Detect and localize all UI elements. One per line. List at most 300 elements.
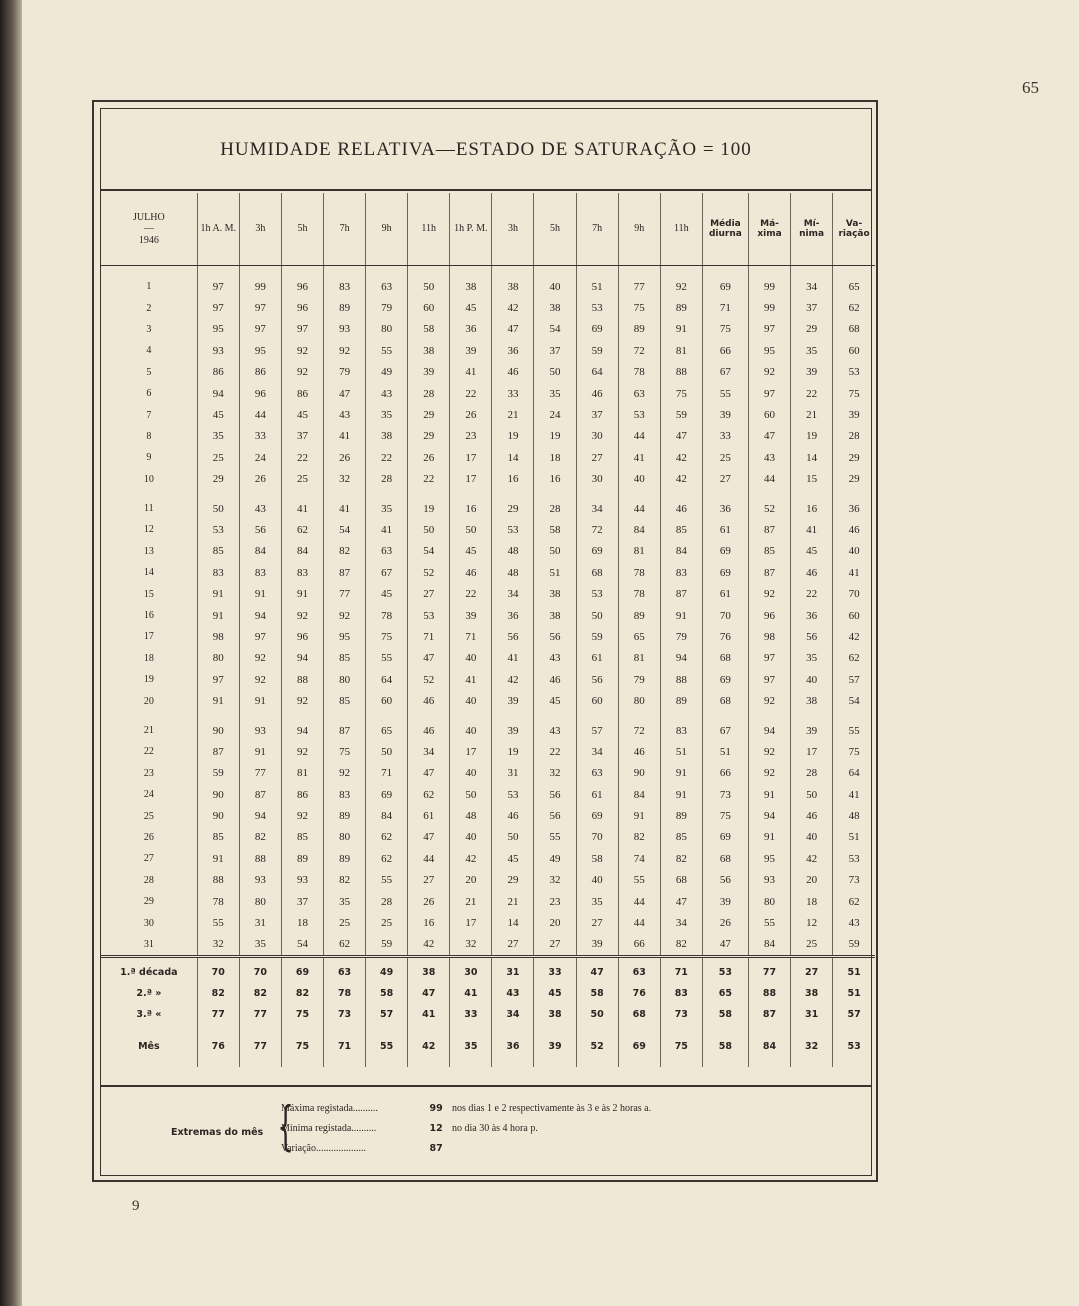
day-cell: 58 (408, 319, 450, 340)
day-cell: 29 (492, 490, 534, 519)
day-cell: 75 (702, 805, 748, 826)
day-cell: 59 (833, 934, 875, 957)
day-cell: 82 (660, 934, 702, 957)
day-cell: 60 (576, 690, 618, 711)
day-cell: 97 (748, 648, 790, 669)
day-cell: 34 (791, 266, 833, 298)
day-row (101, 626, 875, 647)
day-row (101, 362, 875, 383)
day-cell: 45 (534, 690, 576, 711)
day-cell: 56 (534, 805, 576, 826)
day-cell: 61 (408, 805, 450, 826)
day-cell: 19 (408, 490, 450, 519)
day-cell: 83 (281, 562, 323, 583)
day-cell: 25 (791, 934, 833, 957)
day-cell: 39 (408, 362, 450, 383)
day-number: 28 (143, 874, 154, 886)
day-cell: 77 (239, 763, 281, 784)
day-cell: 50 (534, 541, 576, 562)
day-cell: 16 (408, 912, 450, 933)
summary-cell: 39 (534, 1025, 576, 1067)
day-cell: 31 (239, 912, 281, 933)
summary-cell: 47 (408, 983, 450, 1004)
day-cell: 61 (702, 519, 748, 540)
day-cell: 42 (450, 848, 492, 869)
day-cell: 68 (702, 690, 748, 711)
day-cell: 91 (197, 848, 239, 869)
day-cell: 56 (534, 626, 576, 647)
day-cell: 41 (366, 519, 408, 540)
day-cell: 61 (576, 648, 618, 669)
day-cell: 92 (748, 690, 790, 711)
day-cell: 28 (366, 891, 408, 912)
day-cell: 17 (450, 741, 492, 762)
day-cell: 53 (576, 297, 618, 318)
summary-cell: 41 (450, 983, 492, 1004)
day-number: 10 (143, 473, 154, 485)
day-cell: 21 (450, 891, 492, 912)
day-row (101, 541, 875, 562)
day-cell: 63 (576, 763, 618, 784)
summary-cell: 38 (791, 983, 833, 1004)
day-row (101, 648, 875, 669)
day-cell: 92 (281, 690, 323, 711)
day-number: 7 (146, 409, 152, 421)
day-cell: 89 (660, 805, 702, 826)
day-cell: 94 (239, 605, 281, 626)
header-col: 11h (660, 193, 702, 266)
day-cell: 84 (748, 934, 790, 957)
day-cell: 39 (833, 404, 875, 425)
day-cell: 90 (197, 805, 239, 826)
summary-cell: 82 (197, 983, 239, 1004)
day-cell: 35 (366, 404, 408, 425)
day-row (101, 805, 875, 826)
day-cell: 14 (492, 912, 534, 933)
day-cell: 35 (791, 340, 833, 361)
day-cell: 35 (576, 891, 618, 912)
extremas-key: Máxima registada.......... (281, 1103, 378, 1114)
day-cell: 50 (408, 266, 450, 298)
table-frame-inner (100, 108, 872, 1176)
day-cell: 51 (833, 827, 875, 848)
day-cell: 87 (748, 519, 790, 540)
header-media-diurna: Média diurna (702, 193, 748, 266)
day-cell: 56 (534, 784, 576, 805)
day-cell: 14 (791, 447, 833, 468)
day-cell: 41 (833, 784, 875, 805)
day-cell: 20 (450, 870, 492, 891)
day-cell: 49 (366, 362, 408, 383)
day-cell: 41 (450, 669, 492, 690)
day-cell: 43 (534, 712, 576, 741)
day-cell: 29 (833, 447, 875, 468)
day-cell: 88 (239, 848, 281, 869)
day-cell: 69 (366, 784, 408, 805)
summary-label: 1.ª década (101, 957, 197, 984)
day-cell: 32 (197, 934, 239, 957)
day-cell: 75 (702, 319, 748, 340)
day-cell: 89 (324, 848, 366, 869)
day-cell: 94 (281, 648, 323, 669)
day-cell: 61 (702, 583, 748, 604)
day-cell: 85 (197, 541, 239, 562)
day-cell: 25 (366, 912, 408, 933)
day-cell: 91 (618, 805, 660, 826)
header-col: 9h (366, 193, 408, 266)
day-cell: 91 (748, 827, 790, 848)
day-cell: 59 (576, 626, 618, 647)
day-cell: 46 (492, 805, 534, 826)
day-cell: 46 (450, 562, 492, 583)
summary-cell: 31 (492, 957, 534, 984)
extremas-divider (101, 1085, 871, 1087)
day-cell: 87 (324, 712, 366, 741)
day-cell: 47 (408, 827, 450, 848)
day-cell: 94 (239, 805, 281, 826)
summary-cell: 57 (366, 1004, 408, 1025)
day-cell: 69 (576, 805, 618, 826)
day-cell: 75 (618, 297, 660, 318)
day-cell: 85 (281, 827, 323, 848)
day-number: 27 (143, 853, 154, 865)
day-cell: 91 (660, 784, 702, 805)
day-cell: 92 (281, 340, 323, 361)
day-cell: 91 (660, 763, 702, 784)
day-cell: 90 (197, 712, 239, 741)
day-cell: 53 (618, 404, 660, 425)
day-row (101, 404, 875, 425)
day-cell: 46 (408, 690, 450, 711)
header-col: 5h (534, 193, 576, 266)
day-cell: 81 (618, 541, 660, 562)
day-row (101, 519, 875, 540)
day-cell: 40 (576, 870, 618, 891)
day-cell: 80 (239, 891, 281, 912)
day-cell: 87 (748, 562, 790, 583)
day-cell: 72 (576, 519, 618, 540)
day-cell: 50 (791, 784, 833, 805)
day-cell: 32 (324, 469, 366, 490)
day-cell: 40 (618, 469, 660, 490)
day-cell: 81 (618, 648, 660, 669)
day-cell: 46 (791, 805, 833, 826)
day-cell: 67 (366, 562, 408, 583)
day-cell: 30 (576, 469, 618, 490)
day-cell: 22 (791, 383, 833, 404)
day-cell: 71 (366, 763, 408, 784)
day-row (101, 870, 875, 891)
day-cell: 39 (791, 712, 833, 741)
day-cell: 91 (197, 583, 239, 604)
day-cell: 56 (702, 870, 748, 891)
summary-cell: 77 (197, 1004, 239, 1025)
day-cell: 19 (492, 426, 534, 447)
day-cell: 35 (534, 383, 576, 404)
day-cell: 56 (576, 669, 618, 690)
day-cell: 84 (618, 519, 660, 540)
day-cell: 82 (618, 827, 660, 848)
day-cell: 22 (450, 383, 492, 404)
day-cell: 85 (660, 827, 702, 848)
day-cell: 38 (534, 297, 576, 318)
day-cell: 40 (534, 266, 576, 298)
day-cell: 87 (239, 784, 281, 805)
day-cell: 52 (748, 490, 790, 519)
day-cell: 52 (408, 669, 450, 690)
day-cell: 46 (660, 490, 702, 519)
summary-cell: 75 (281, 1025, 323, 1067)
day-cell: 57 (576, 712, 618, 741)
summary-cell: 38 (408, 957, 450, 984)
day-cell: 91 (239, 583, 281, 604)
summary-label: Mês (138, 1040, 160, 1052)
day-cell: 68 (702, 648, 748, 669)
day-cell: 96 (239, 383, 281, 404)
day-cell: 35 (197, 426, 239, 447)
day-cell: 33 (239, 426, 281, 447)
summary-cell: 83 (660, 983, 702, 1004)
day-cell: 48 (833, 805, 875, 826)
day-cell: 18 (791, 891, 833, 912)
day-cell: 39 (702, 404, 748, 425)
day-cell: 46 (791, 562, 833, 583)
day-cell: 97 (197, 669, 239, 690)
day-cell: 58 (534, 519, 576, 540)
day-cell: 53 (492, 519, 534, 540)
day-cell: 91 (660, 605, 702, 626)
summary-cell: 52 (576, 1025, 618, 1067)
summary-cell: 53 (833, 1025, 875, 1067)
day-cell: 46 (408, 712, 450, 741)
day-cell: 82 (239, 827, 281, 848)
day-cell: 56 (791, 626, 833, 647)
day-number: 4 (146, 345, 152, 357)
day-cell: 38 (408, 340, 450, 361)
day-cell: 89 (618, 605, 660, 626)
day-cell: 50 (492, 827, 534, 848)
day-cell: 38 (492, 266, 534, 298)
day-cell: 99 (239, 266, 281, 298)
book-spine-shadow (0, 0, 22, 1306)
day-row (101, 562, 875, 583)
day-cell: 16 (534, 469, 576, 490)
day-cell: 20 (791, 870, 833, 891)
day-cell: 22 (366, 447, 408, 468)
day-cell: 97 (239, 319, 281, 340)
day-cell: 53 (408, 605, 450, 626)
day-cell: 89 (281, 848, 323, 869)
day-cell: 55 (197, 912, 239, 933)
extremas-row-maxima (281, 1103, 651, 1121)
day-cell: 38 (791, 690, 833, 711)
day-cell: 60 (833, 340, 875, 361)
day-cell: 47 (702, 934, 748, 957)
day-cell: 73 (702, 784, 748, 805)
day-cell: 73 (833, 870, 875, 891)
day-cell: 24 (239, 447, 281, 468)
day-cell: 53 (576, 583, 618, 604)
day-row (101, 583, 875, 604)
day-cell: 69 (576, 319, 618, 340)
brace-symbol: { (277, 1097, 294, 1157)
day-cell: 92 (281, 362, 323, 383)
day-cell: 51 (576, 266, 618, 298)
day-cell: 85 (197, 827, 239, 848)
day-row (101, 340, 875, 361)
day-cell: 69 (702, 266, 748, 298)
day-cell: 22 (791, 583, 833, 604)
day-cell: 51 (660, 741, 702, 762)
day-cell: 97 (748, 669, 790, 690)
day-cell: 17 (791, 741, 833, 762)
day-cell: 67 (702, 712, 748, 741)
summary-cell: 76 (618, 983, 660, 1004)
day-cell: 64 (366, 669, 408, 690)
day-cell: 83 (239, 562, 281, 583)
day-cell: 94 (748, 712, 790, 741)
day-cell: 18 (281, 912, 323, 933)
day-number: 17 (143, 631, 154, 643)
day-cell: 37 (281, 891, 323, 912)
day-cell: 25 (281, 469, 323, 490)
summary-cell: 49 (366, 957, 408, 984)
summary-row (101, 1004, 875, 1025)
summary-cell: 27 (791, 957, 833, 984)
day-cell: 41 (450, 362, 492, 383)
summary-cell: 45 (534, 983, 576, 1004)
day-cell: 28 (408, 383, 450, 404)
summary-cell: 70 (239, 957, 281, 984)
day-cell: 71 (408, 626, 450, 647)
day-cell: 50 (450, 784, 492, 805)
day-cell: 39 (576, 934, 618, 957)
day-cell: 92 (748, 583, 790, 604)
day-cell: 56 (239, 519, 281, 540)
day-cell: 32 (534, 870, 576, 891)
day-cell: 44 (239, 404, 281, 425)
day-cell: 68 (702, 848, 748, 869)
summary-cell: 71 (660, 957, 702, 984)
day-cell: 47 (324, 383, 366, 404)
day-cell: 62 (324, 934, 366, 957)
day-cell: 81 (281, 763, 323, 784)
day-cell: 60 (408, 297, 450, 318)
day-cell: 43 (534, 648, 576, 669)
summary-cell: 63 (618, 957, 660, 984)
day-cell: 38 (534, 605, 576, 626)
day-cell: 97 (197, 297, 239, 318)
day-cell: 40 (450, 712, 492, 741)
day-cell: 95 (197, 319, 239, 340)
day-cell: 83 (660, 562, 702, 583)
day-cell: 93 (197, 340, 239, 361)
day-cell: 50 (450, 519, 492, 540)
day-number: 6 (146, 388, 152, 400)
day-cell: 66 (618, 934, 660, 957)
day-cell: 82 (324, 870, 366, 891)
day-cell: 60 (366, 690, 408, 711)
day-cell: 62 (833, 648, 875, 669)
day-cell: 62 (408, 784, 450, 805)
day-number: 15 (143, 588, 154, 600)
day-cell: 39 (702, 891, 748, 912)
day-number: 31 (143, 938, 154, 950)
summary-cell: 50 (576, 1004, 618, 1025)
extremas-detail: nos dias 1 e 2 respectivamente às 3 e às 2 horas a. (452, 1103, 652, 1114)
day-cell: 33 (702, 426, 748, 447)
day-cell: 82 (660, 848, 702, 869)
summary-cell: 38 (534, 1004, 576, 1025)
day-number: 13 (143, 545, 154, 557)
day-cell: 92 (748, 741, 790, 762)
day-cell: 89 (618, 319, 660, 340)
summary-cell: 76 (197, 1025, 239, 1067)
day-cell: 53 (833, 848, 875, 869)
summary-label: 3.ª « (136, 1009, 162, 1021)
summary-cell: 33 (450, 1004, 492, 1025)
day-cell: 99 (748, 266, 790, 298)
day-cell: 91 (197, 690, 239, 711)
day-cell: 70 (702, 605, 748, 626)
day-cell: 52 (408, 562, 450, 583)
day-cell: 70 (576, 827, 618, 848)
title-divider (101, 189, 871, 191)
day-number: 20 (143, 695, 154, 707)
day-cell: 63 (366, 266, 408, 298)
extremas-label: Extremas do mês (171, 1127, 264, 1138)
day-cell: 78 (618, 562, 660, 583)
day-cell: 96 (281, 626, 323, 647)
day-cell: 83 (197, 562, 239, 583)
day-cell: 36 (492, 605, 534, 626)
day-cell: 80 (197, 648, 239, 669)
day-cell: 55 (366, 340, 408, 361)
day-cell: 77 (324, 583, 366, 604)
day-cell: 42 (492, 297, 534, 318)
header-row (101, 193, 875, 266)
summary-cell: 78 (324, 983, 366, 1004)
day-cell: 22 (408, 469, 450, 490)
day-cell: 66 (702, 340, 748, 361)
day-cell: 47 (408, 648, 450, 669)
day-cell: 91 (660, 319, 702, 340)
day-cell: 54 (408, 541, 450, 562)
day-cell: 14 (492, 447, 534, 468)
day-cell: 28 (534, 490, 576, 519)
day-cell: 72 (618, 712, 660, 741)
day-cell: 48 (450, 805, 492, 826)
day-cell: 21 (492, 891, 534, 912)
day-cell: 48 (492, 541, 534, 562)
day-cell: 63 (618, 383, 660, 404)
summary-cell: 58 (702, 1025, 748, 1067)
day-cell: 24 (534, 404, 576, 425)
day-cell: 18 (534, 447, 576, 468)
day-cell: 92 (748, 362, 790, 383)
day-cell: 69 (576, 541, 618, 562)
day-cell: 38 (366, 426, 408, 447)
day-cell: 46 (833, 519, 875, 540)
day-cell: 72 (618, 340, 660, 361)
day-cell: 93 (239, 870, 281, 891)
day-cell: 50 (408, 519, 450, 540)
day-cell: 12 (791, 912, 833, 933)
day-cell: 97 (281, 319, 323, 340)
day-number: 2 (146, 302, 152, 314)
day-row (101, 266, 875, 298)
day-cell: 47 (660, 891, 702, 912)
